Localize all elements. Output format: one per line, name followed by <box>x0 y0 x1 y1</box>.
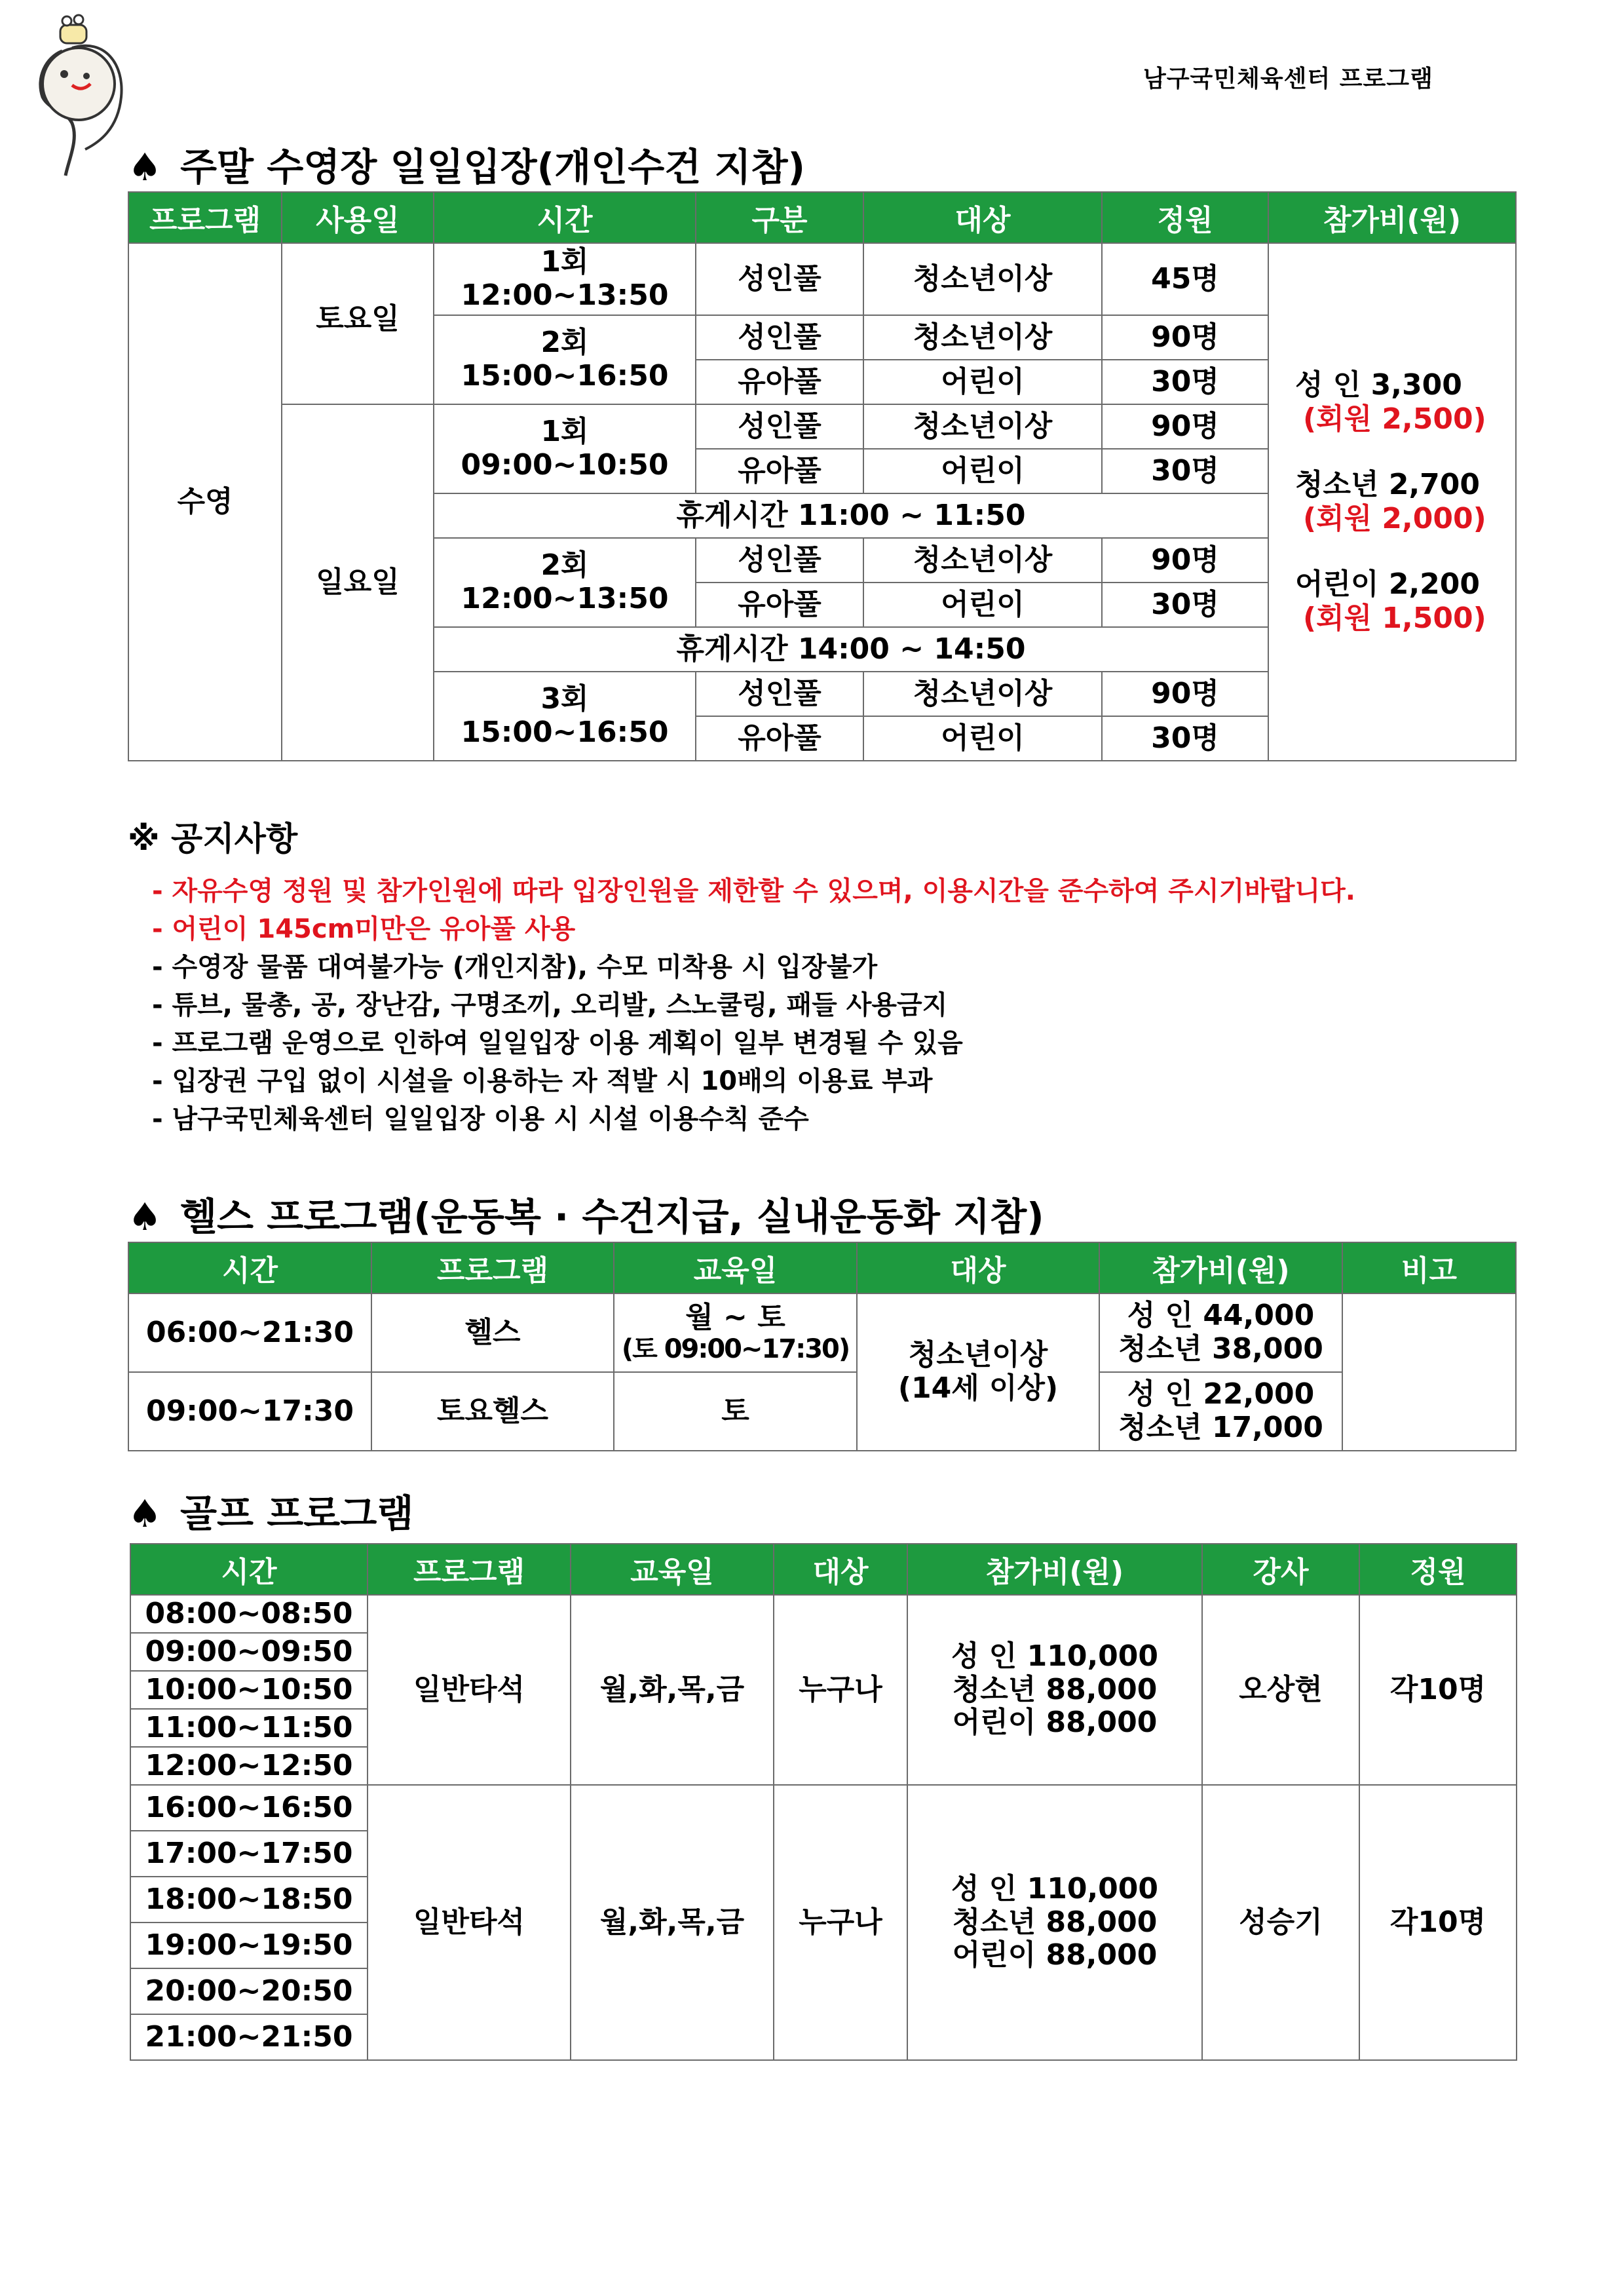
type-cell: 성인풀 <box>696 404 863 449</box>
fee-child: 어린이 88,000 <box>952 1706 1158 1740</box>
target-cell: 청소년이상 <box>863 243 1102 315</box>
type-cell: 유아풀 <box>696 360 863 404</box>
session-time: 09:00~10:50 <box>461 448 669 482</box>
mascot-logo-icon <box>33 12 128 185</box>
header-cell: 시간 <box>128 1242 371 1293</box>
day-cell-sun: 일요일 <box>282 404 434 761</box>
break-cell: 휴게시간 11:00 ~ 11:50 <box>434 493 1268 538</box>
fee-adult-member: (회원 2,500) <box>1303 402 1486 436</box>
day-cell <box>614 1293 857 1372</box>
spade-icon: ♠ <box>128 145 162 189</box>
fee-adult: 성 인 22,000 <box>1127 1377 1315 1411</box>
swim-section-title <box>128 136 805 191</box>
fee-child: 어린이 2,200 <box>1295 567 1481 601</box>
golf-title-text: 골프 프로그램 <box>180 1491 414 1536</box>
table-row <box>128 1293 1516 1372</box>
header-cell: 강사 <box>1202 1544 1359 1595</box>
program-cell: 헬스 <box>371 1293 614 1372</box>
target-cell: 누구나 <box>774 1595 907 1785</box>
fee-cell <box>1099 1372 1342 1451</box>
notice-item: - 어린이 145cm미만은 유아풀 사용 <box>152 914 576 944</box>
fee-child-member: (회원 1,500) <box>1303 601 1486 635</box>
day-text: 월 ~ 토 <box>685 1300 785 1334</box>
document-header: 남구국민체육센터 프로그램 <box>1143 66 1433 92</box>
time-cell: 20:00~20:50 <box>130 1968 368 2014</box>
session-label: 2회 <box>540 548 589 583</box>
time-cell: 06:00~21:30 <box>128 1293 371 1372</box>
program-cell: 수영 <box>128 243 282 761</box>
time-cell: 12:00~12:50 <box>130 1747 368 1785</box>
session-cell <box>434 315 696 404</box>
swim-fee-cell <box>1268 243 1516 761</box>
target-cell: 어린이 <box>863 716 1102 761</box>
header-cell: 시간 <box>130 1544 368 1595</box>
capacity-cell: 90명 <box>1102 315 1268 360</box>
session-time: 15:00~16:50 <box>461 359 669 392</box>
table-row <box>130 1785 1517 1831</box>
capacity-cell: 각10명 <box>1359 1785 1517 2060</box>
fee-cell <box>907 1595 1202 1785</box>
teacher-cell: 성승기 <box>1202 1785 1359 2060</box>
header-cell: 대상 <box>863 192 1102 243</box>
header-cell: 교육일 <box>571 1544 774 1595</box>
day-cell: 월,화,목,금 <box>571 1595 774 1785</box>
time-cell: 09:00~17:30 <box>128 1372 371 1451</box>
header-cell: 정원 <box>1359 1544 1517 1595</box>
header-cell: 비고 <box>1342 1242 1516 1293</box>
swim-header-row <box>128 192 1516 243</box>
capacity-cell: 45명 <box>1102 243 1268 315</box>
notice-item: - 수영장 물품 대여불가능 (개인지참), 수모 미착용 시 입장불가 <box>152 952 878 982</box>
fee-youth: 청소년 88,000 <box>952 1672 1158 1706</box>
table-row <box>128 243 1516 315</box>
header-cell: 참가비(원) <box>1268 192 1516 243</box>
spade-icon: ♠ <box>128 1195 162 1239</box>
session-time: 12:00~13:50 <box>461 278 669 312</box>
session-label: 2회 <box>540 326 589 360</box>
health-section-title <box>128 1186 1044 1241</box>
time-cell: 09:00~09:50 <box>130 1633 368 1671</box>
table-row <box>128 1372 1516 1451</box>
fee-youth: 청소년 17,000 <box>1118 1411 1323 1444</box>
capacity-cell: 90명 <box>1102 538 1268 583</box>
session-label: 1회 <box>540 245 589 279</box>
program-cell: 일반타석 <box>368 1785 571 2060</box>
type-cell: 유아풀 <box>696 449 863 493</box>
capacity-cell: 각10명 <box>1359 1595 1517 1785</box>
time-cell: 16:00~16:50 <box>130 1785 368 1831</box>
session-cell <box>434 243 696 315</box>
day-cell-sat: 토요일 <box>282 243 434 404</box>
header-cell: 정원 <box>1102 192 1268 243</box>
fee-youth: 청소년 38,000 <box>1118 1332 1323 1366</box>
fee-youth: 청소년 88,000 <box>952 1905 1158 1939</box>
fee-adult: 성 인 44,000 <box>1127 1299 1315 1333</box>
time-cell: 18:00~18:50 <box>130 1877 368 1923</box>
capacity-cell: 30명 <box>1102 449 1268 493</box>
header-cell: 사용일 <box>282 192 434 243</box>
notice-item: - 입장권 구입 없이 시설을 이용하는 자 적발 시 10배의 이용료 부과 <box>152 1066 933 1096</box>
type-cell: 성인풀 <box>696 672 863 716</box>
capacity-cell: 90명 <box>1102 672 1268 716</box>
fee-cell <box>907 1785 1202 2060</box>
health-title-text: 헬스 프로그램(운동복 · 수건지급, 실내운동화 지참) <box>180 1195 1044 1239</box>
golf-header-row <box>130 1544 1517 1595</box>
notice-item: - 튜브, 물총, 공, 장난감, 구명조끼, 오리발, 스노쿨링, 패들 사용금지 <box>152 990 948 1020</box>
fee-adult: 성 인 110,000 <box>951 1639 1159 1674</box>
session-label: 1회 <box>540 415 589 449</box>
session-cell <box>434 404 696 493</box>
program-cell: 일반타석 <box>368 1595 571 1785</box>
swim-title-text: 주말 수영장 일일입장(개인수건 지참) <box>180 145 806 189</box>
header-cell: 교육일 <box>614 1242 857 1293</box>
target-cell: 청소년이상 <box>863 404 1102 449</box>
header-cell: 프로그램 <box>128 192 282 243</box>
program-cell: 토요헬스 <box>371 1372 614 1451</box>
fee-youth-member: (회원 2,000) <box>1303 502 1486 535</box>
header-cell: 참가비(원) <box>1099 1242 1342 1293</box>
type-cell: 유아풀 <box>696 583 863 627</box>
day-cell: 토 <box>614 1372 857 1451</box>
target-cell: 어린이 <box>863 360 1102 404</box>
fee-child: 어린이 88,000 <box>952 1938 1158 1972</box>
time-cell: 10:00~10:50 <box>130 1671 368 1709</box>
capacity-cell: 30명 <box>1102 360 1268 404</box>
header-cell: 대상 <box>857 1242 1099 1293</box>
fee-youth: 청소년 2,700 <box>1295 468 1481 502</box>
target-note: (14세 이상) <box>897 1371 1059 1405</box>
time-cell: 17:00~17:50 <box>130 1831 368 1877</box>
target-cell <box>857 1293 1099 1451</box>
time-cell: 08:00~08:50 <box>130 1595 368 1633</box>
target-cell: 어린이 <box>863 449 1102 493</box>
day-note: (토 09:00~17:30) <box>621 1334 850 1365</box>
session-cell <box>434 538 696 627</box>
notice-item: - 프로그램 운영으로 인하여 일일입장 이용 계획이 일부 변경될 수 있음 <box>152 1028 963 1058</box>
target-text: 청소년이상 <box>908 1338 1048 1372</box>
type-cell: 성인풀 <box>696 538 863 583</box>
notice-title: ※ 공지사항 <box>128 820 298 858</box>
session-time: 12:00~13:50 <box>461 582 669 615</box>
session-label: 3회 <box>540 682 589 716</box>
type-cell: 성인풀 <box>696 243 863 315</box>
type-cell: 성인풀 <box>696 315 863 360</box>
target-cell: 청소년이상 <box>863 538 1102 583</box>
session-cell <box>434 672 696 761</box>
day-cell: 월,화,목,금 <box>571 1785 774 2060</box>
header-cell: 구분 <box>696 192 863 243</box>
time-cell: 19:00~19:50 <box>130 1923 368 1968</box>
notice-item: - 자유수영 정원 및 참가인원에 따라 입장인원을 제한할 수 있으며, 이용시간을 준수하여 주시기바랍니다. <box>152 876 1355 906</box>
time-cell: 11:00~11:50 <box>130 1709 368 1747</box>
golf-table <box>130 1543 1517 2061</box>
target-cell: 어린이 <box>863 583 1102 627</box>
table-row <box>130 1595 1517 1633</box>
remark-cell <box>1342 1293 1516 1451</box>
notice-item: - 남구국민체육센터 일일입장 이용 시 시설 이용수칙 준수 <box>152 1104 809 1134</box>
capacity-cell: 30명 <box>1102 583 1268 627</box>
health-table <box>128 1242 1517 1451</box>
teacher-cell: 오상현 <box>1202 1595 1359 1785</box>
header-cell: 시간 <box>434 192 696 243</box>
header-cell: 대상 <box>774 1544 907 1595</box>
header-cell: 프로그램 <box>368 1544 571 1595</box>
fee-adult: 성 인 110,000 <box>951 1872 1159 1906</box>
session-time: 15:00~16:50 <box>461 716 669 749</box>
capacity-cell: 90명 <box>1102 404 1268 449</box>
capacity-cell: 30명 <box>1102 716 1268 761</box>
fee-adult: 성 인 3,300 <box>1295 368 1462 402</box>
fee-cell <box>1099 1293 1342 1372</box>
golf-section-title <box>128 1483 413 1538</box>
time-cell: 21:00~21:50 <box>130 2014 368 2060</box>
header-cell: 프로그램 <box>371 1242 614 1293</box>
target-cell: 청소년이상 <box>863 315 1102 360</box>
target-cell: 누구나 <box>774 1785 907 2060</box>
swim-table <box>128 191 1517 761</box>
break-cell: 휴게시간 14:00 ~ 14:50 <box>434 627 1268 672</box>
target-cell: 청소년이상 <box>863 672 1102 716</box>
type-cell: 유아풀 <box>696 716 863 761</box>
spade-icon: ♠ <box>128 1491 162 1536</box>
health-header-row <box>128 1242 1516 1293</box>
header-cell: 참가비(원) <box>907 1544 1202 1595</box>
